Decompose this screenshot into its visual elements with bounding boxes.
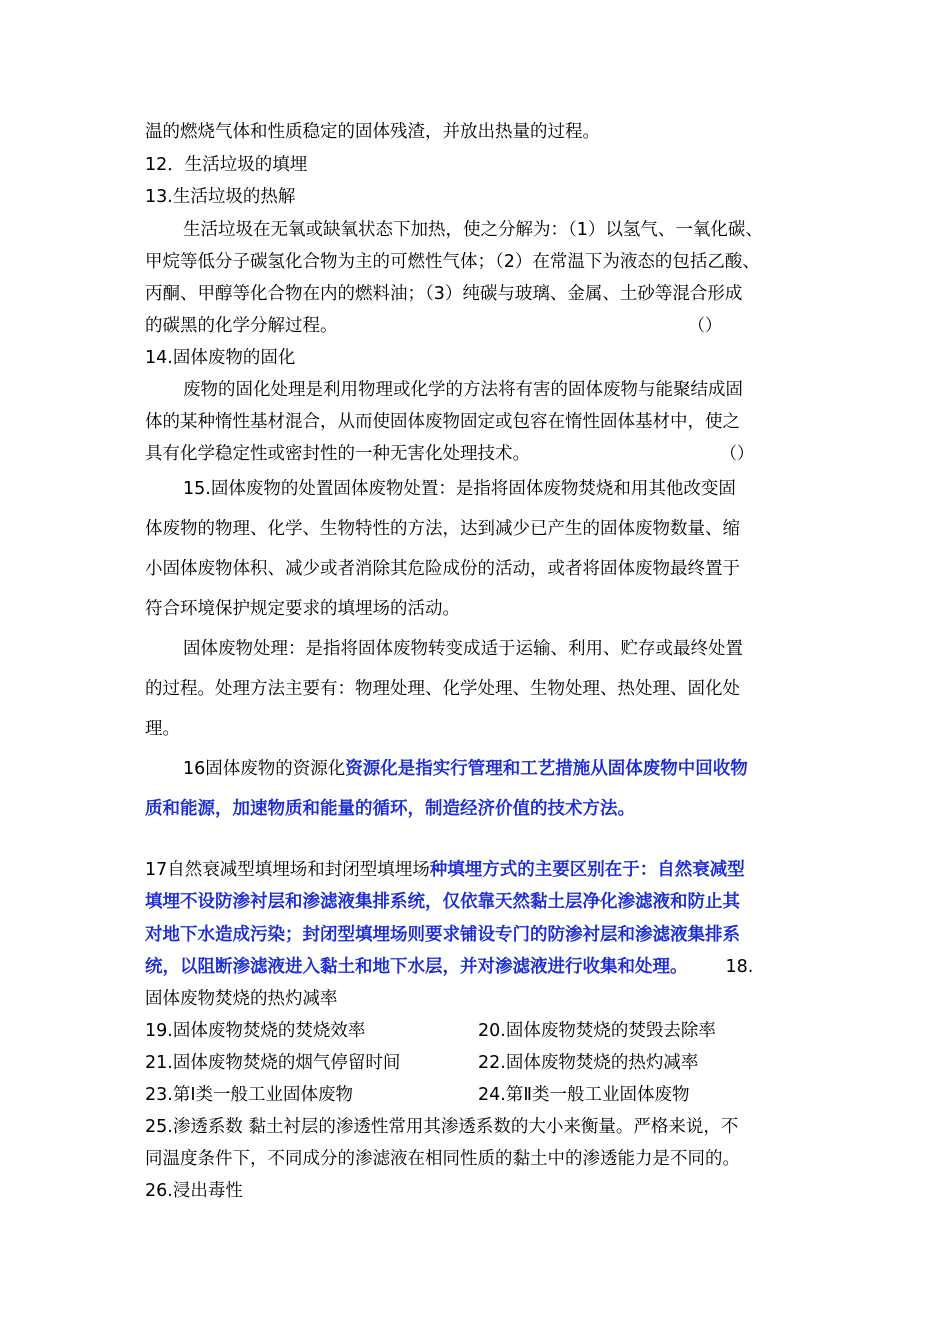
text-line <box>145 959 753 977</box>
answer-parentheses: （） <box>688 316 722 336</box>
heading-16-label: 16固体废物的资源化 <box>183 759 346 779</box>
heading-24: 24.第Ⅱ类一般工业固体废物 <box>478 1085 690 1105</box>
text-line: 符合环境保护规定要求的填埋场的活动。 <box>145 599 460 619</box>
text-line: 具有化学稳定性或密封性的一种无害化处理技术。 <box>145 444 530 464</box>
answer-parentheses: （） <box>720 444 754 464</box>
highlighted-text: 质和能源，加速物质和能量的循环，制造经济价值的技术方法。 <box>145 799 635 819</box>
heading-19: 19.固体废物焚烧的焚烧效率 <box>145 1021 366 1041</box>
text-line: 体废物的物理、化学、生物特性的方法，达到减少已产生的固体废物数量、缩 <box>145 519 740 539</box>
heading-23: 23.第Ⅰ类一般工业固体废物 <box>145 1085 353 1105</box>
heading-17 <box>145 862 745 880</box>
text-line: 温的燃烧气体和性质稳定的固体残渣，并放出热量的过程。 <box>145 122 600 142</box>
text-line: 的碳黑的化学分解过程。 <box>145 316 338 336</box>
heading-14: 14.固体废物的固化 <box>145 348 296 368</box>
text-line: 的过程。处理方法主要有：物理处理、化学处理、生物处理、热处理、固化处 <box>145 679 740 699</box>
heading-18: 固体废物焚烧的热灼减率 <box>145 989 338 1009</box>
heading-18-number: 18. <box>725 957 754 977</box>
text-line: 体的某种惰性基材混合，从而使固体废物固定或包容在惰性固体基材中，使之 <box>145 412 740 432</box>
heading-17-label: 17自然衰减型填埋场和封闭型填埋场 <box>145 860 430 880</box>
text-line: 废物的固化处理是利用物理或化学的方法将有害的固体废物与能聚结成固 <box>183 380 743 400</box>
text-line: 理。 <box>145 719 180 739</box>
heading-22: 22.固体废物焚烧的热灼减率 <box>478 1053 699 1073</box>
text-line: 甲烷等低分子碳氢化合物为主的可燃性气体；（2）在常温下为液态的包括乙酸、 <box>145 252 760 272</box>
highlighted-text: 对地下水造成污染；封闭型填埋场则要求铺设专门的防渗衬层和渗滤液集排系 <box>145 925 740 945</box>
heading-13: 13.生活垃圾的热解 <box>145 187 296 207</box>
heading-20: 20.固体废物焚烧的焚毁去除率 <box>478 1021 716 1041</box>
heading-15: 15.固体废物的处置固体废物处置：是指将固体废物焚烧和用其他改变固 <box>183 479 736 499</box>
heading-21: 21.固体废物焚烧的烟气停留时间 <box>145 1053 401 1073</box>
highlighted-text: 种填埋方式的主要区别在于：自然衰减型 <box>429 860 745 880</box>
highlighted-text: 统，以阻断渗滤液进入黏土和地下水层，并对渗滤液进行收集和处理。 <box>145 957 688 977</box>
text-line: 小固体废物体积、减少或者消除其危险成份的活动，或者将固体废物最终置于 <box>145 559 740 579</box>
heading-26: 26.浸出毒性 <box>145 1181 243 1201</box>
highlighted-text: 填埋不设防渗衬层和渗滤液集排系统，仅依靠天然黏土层净化渗滤液和防止其 <box>145 892 740 912</box>
heading-25: 25.渗透系数 黏土衬层的渗透性常用其渗透系数的大小来衡量。严格来说，不 <box>145 1117 739 1137</box>
heading-12: 12．生活垃圾的填埋 <box>145 155 308 175</box>
text-line: 生活垃圾在无氧或缺氧状态下加热，使之分解为：（1）以氢气、一氧化碳、 <box>183 220 763 240</box>
highlighted-text: 资源化是指实行管理和工艺措施从固体废物中回收物 <box>345 759 748 779</box>
text-line: 丙酮、甲醇等化合物在内的燃料油；（3）纯碳与玻璃、金属、土砂等混合形成 <box>145 284 743 304</box>
text-line: 同温度条件下，不同成分的渗滤液在相同性质的黏土中的渗透能力是不同的。 <box>145 1149 740 1169</box>
text-line: 固体废物处理：是指将固体废物转变成适于运输、利用、贮存或最终处置 <box>183 639 743 659</box>
heading-16 <box>183 761 748 779</box>
